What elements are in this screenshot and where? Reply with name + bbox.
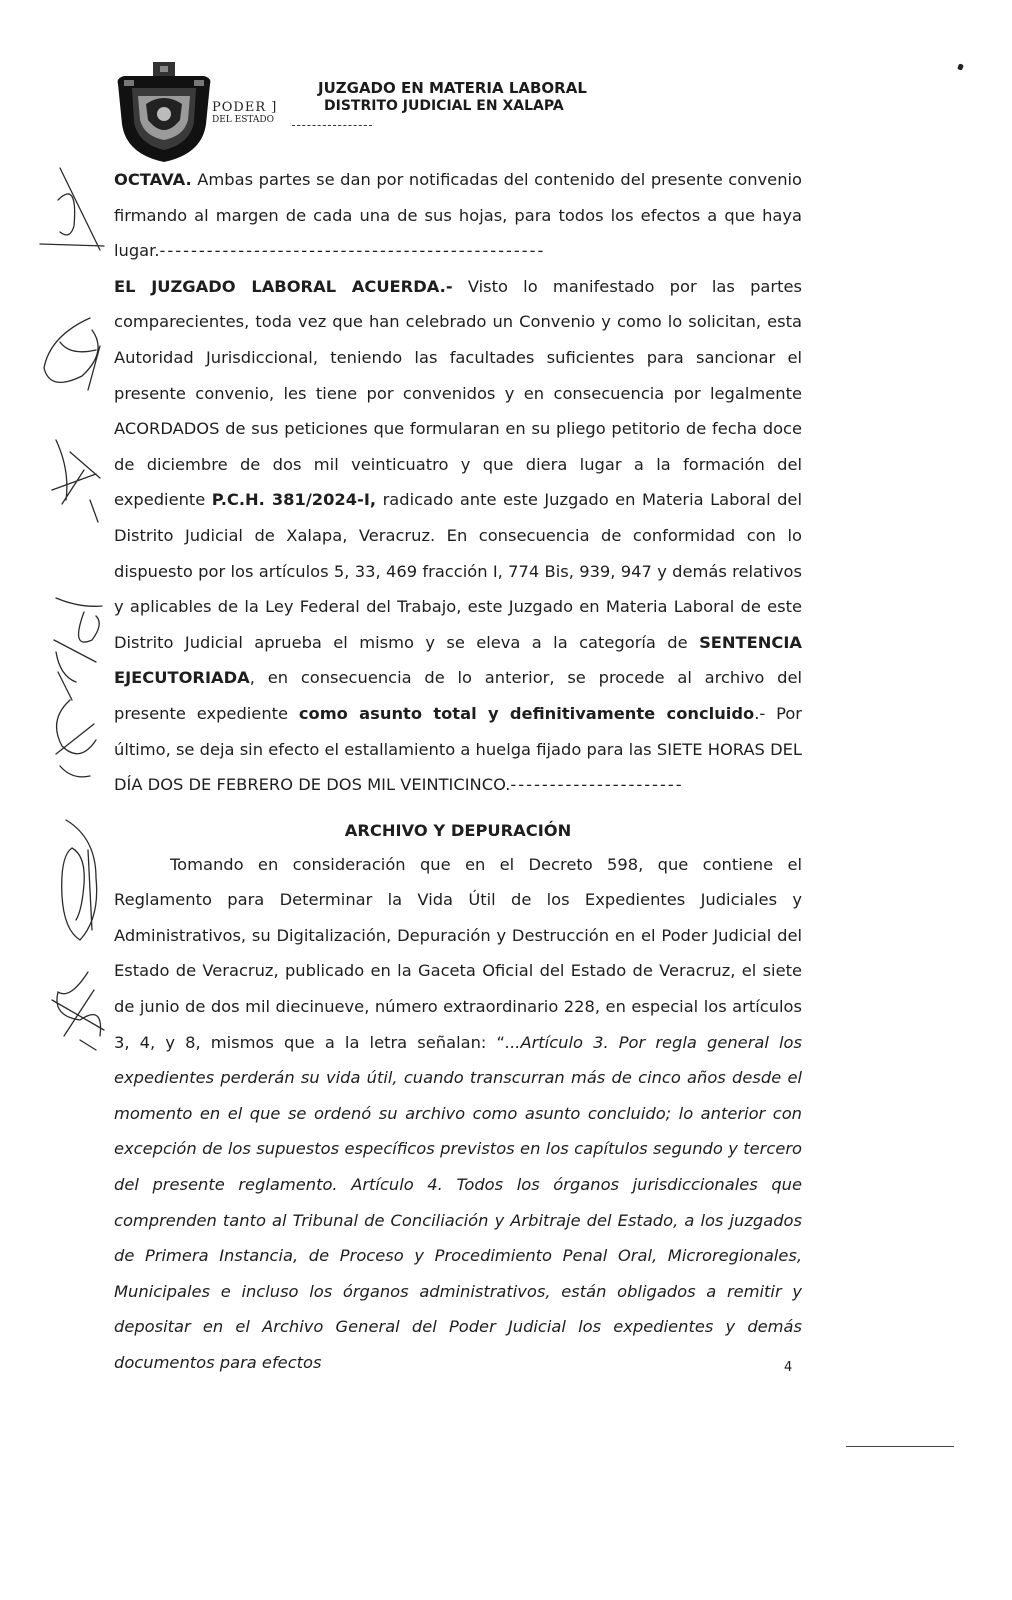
clause-octava <box>114 162 802 269</box>
seal-underline <box>292 125 372 126</box>
signature-3 <box>52 440 100 522</box>
archive-paragraph <box>114 847 802 1381</box>
clause-octava-text: Ambas partes se dan por notificadas del contenido del presente convenio firmando al margen de cada una de sus hojas, para todos los efectos a que haya lugar. <box>114 170 802 261</box>
document-body <box>114 162 802 1381</box>
resolution-text-1: Visto lo manifestado por las partes comparecientes, toda vez que han celebrado un Convenio y como lo solicitan, esta Autoridad Jurisdiccional, teniendo las facultades suficientes para sancionar el presente convenio, les tiene por convenidos y en consecuencia por legalmente ACORDADOS de sus peticiones que formularan en su pliego petitorio de fecha doce de diciembre de dos mil veinticuatro y que diera lugar a la formación del expediente <box>114 276 802 510</box>
filler-dashes: ------------------------------------------------- <box>159 241 546 261</box>
coat-of-arms-seal <box>116 62 212 162</box>
footer-rule <box>846 1446 954 1447</box>
page-number: 4 <box>784 1360 793 1375</box>
filler-dashes: ---------------------- <box>510 775 684 795</box>
court-district: DISTRITO JUDICIAL EN XALAPA <box>324 98 564 114</box>
seal-name: PODER ] <box>212 100 278 115</box>
regulation-quote: ...Artículo 3. Por regla general los expedientes perderán su vida útil, cuando transcurran más de cinco años desde el momento en el que se ordenó su archivo como asunto concluido; lo anterior con excepción de los supuestos específicos previstos en los capítulos segundo y tercero del presente reglamento. Artículo 4. Todos los órganos jurisdiccionales que comprenden tanto al Tribunal de Conciliación y Arbitraje del Estado, a los juzgados de Primera Instancia, de Proceso y Procedimiento Penal Oral, Microregionales, Municipales e incluso los órganos administrativos, están obligados a remitir y depositar en el Archivo General del Poder Judicial los expedientes y demás documentos para efectos <box>114 1032 802 1372</box>
resolution-text-4: .- Por último, se deja sin efecto el estallamiento a huelga fijado para las SIETE HORAS DEL DÍA DOS DE FEBRERO DE DOS MIL VEINTICINCO. <box>114 703 802 795</box>
signature-7 <box>52 972 104 1050</box>
case-number: P.C.H. 381/2024-I, <box>211 490 377 510</box>
clause-octava-heading: OCTAVA. <box>114 170 192 189</box>
case-status: como asunto total y definitivamente concluido <box>298 703 755 723</box>
court-title: JUZGADO EN MATERIA LABORAL <box>318 79 587 97</box>
sentence-type: SENTENCIA EJECUTORIADA <box>114 632 802 688</box>
seal-subtitle: DEL ESTADO <box>212 115 274 125</box>
signature-4 <box>54 598 102 700</box>
archive-text: Tomando en consideración que en el Decreto 598, que contiene el Reglamento para Determinar la Vida Útil de los Expedientes Judiciales y Administrativos, su Digitalización, Depuración y Destrucción en el Poder Judicial del Estado de Veracruz, publicado en la Gaceta Oficial del Estado de Veracruz, el siete de junio de dos mil diecinueve, número extraordinario 228, en especial los artículos 3, 4, y 8, mismos que a la letra señalan: “ <box>114 854 802 1052</box>
margin-signatures <box>0 0 120 1600</box>
section-title: ARCHIVO Y DEPURACIÓN <box>344 820 572 840</box>
signature-2 <box>44 318 100 390</box>
court-resolution <box>114 269 802 803</box>
letterhead <box>0 0 1012 160</box>
resolution-text-3: , en consecuencia de lo anterior, se procede al archivo del presente expediente <box>114 668 802 723</box>
resolution-text-2: radicado ante este Juzgado en Materia Laboral del Distrito Judicial de Xalapa, Veracruz. En consecuencia de conformidad con lo dispuesto por los artículos 5, 33, 469 fracción I, 774 Bis, 939, 947 y demás relativos y aplicables de la Ley Federal del Trabajo, este Juzgado en Materia Laboral de este Distrito Judicial aprueba el mismo y se eleva a la categoría de <box>114 490 802 652</box>
signature-5 <box>56 700 96 777</box>
resolution-heading: EL JUZGADO LABORAL ACUERDA.- <box>114 276 453 296</box>
signature-6 <box>62 820 97 940</box>
signature-1 <box>40 168 104 250</box>
